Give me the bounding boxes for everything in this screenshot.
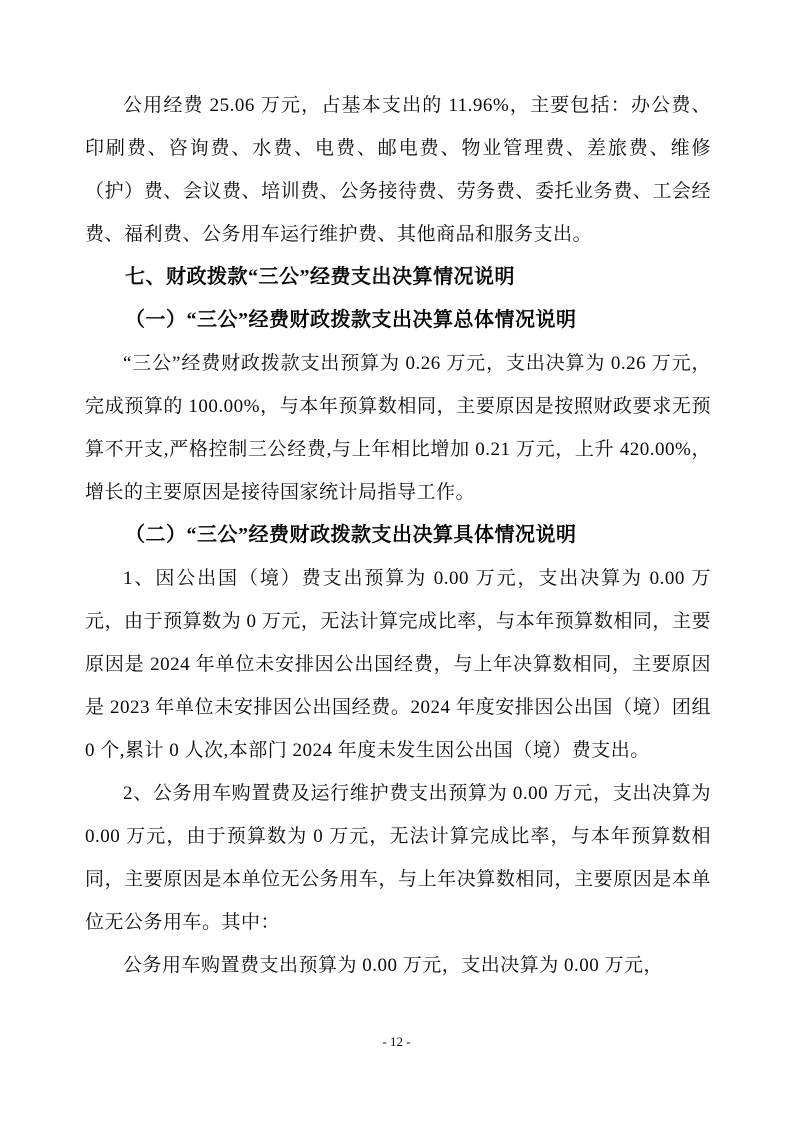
paragraph-vehicle-purchase: 公务用车购置费支出预算为 0.00 万元，支出决算为 0.00 万元，: [123, 955, 664, 976]
paragraph-overall-situation: “三公”经费财政拨款支出预算为 0.26 万元，支出决算为 0.26 万元，完成预算的 100.00%，与本年预算数相同，主要原因是按照财政要求无预算不开支,严格控制三公经费,与上年相比增加 0.21 万元，上升 420.00%，增长的主要原因是接待国家统计局指导工作。: [85, 353, 711, 503]
paragraph-public-funds: 公用经费 25.06 万元，占基本支出的 11.96%，主要包括：办公费、印刷费、咨询费、水费、电费、邮电费、物业管理费、差旅费、维修（护）费、会议费、培训费、公务接待费、劳务费、委托业务费、工会经费、福利费、公务用车运行维护费、其他商品和服务支出。: [85, 95, 711, 245]
paragraph-item1-abroad-expense: 1、因公出国（境）费支出预算为 0.00 万元，支出决算为 0.00 万元，由于预算数为 0 万元，无法计算完成比率，与本年预算数相同，主要原因是 2024 年单位未安排因公出国经费，与上年决算数相同，主要原因是 2023 年单位未安排因公出国经费。2024 年度安排因公出国（境）团组 0 个,累计 0 人次,本部门 2024 年度未发生因公出国（境）费支出。: [85, 568, 711, 761]
paragraph-item2-vehicle-expense: 2、公务用车购置费及运行维护费支出预算为 0.00 万元，支出决算为 0.00 万元，由于预算数为 0 万元，无法计算完成比率，与本年预算数相同，主要原因是本单位无公务用车，与上年决算数相同，主要原因是本单位无公务用车。其中：: [85, 783, 711, 933]
heading-subsection-two: （二）“三公”经费财政拨款支出决算具体情况说明: [125, 524, 577, 546]
page-number: - 12 -: [382, 1034, 411, 1049]
heading-subsection-one: （一）“三公”经费财政拨款支出决算总体情况说明: [125, 309, 577, 331]
document-body: [85, 84, 711, 987]
heading-section-seven: 七、财政拨款“三公”经费支出决算情况说明: [125, 266, 515, 288]
